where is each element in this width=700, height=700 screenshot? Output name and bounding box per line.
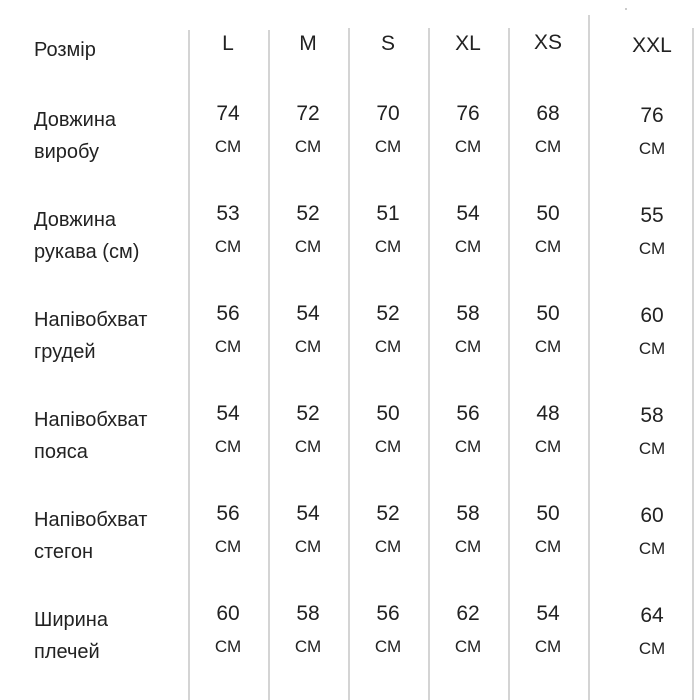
cell-xs: [508, 102, 588, 159]
measurement-unit: СМ: [214, 337, 242, 356]
size-header-xl: XL: [455, 32, 481, 55]
header-label: Розмір: [34, 39, 96, 61]
column-divider: [588, 15, 590, 700]
cell-xs: [508, 502, 588, 559]
row-label: [34, 604, 108, 668]
cell-xs: [508, 302, 588, 359]
measurement-unit: СМ: [454, 237, 482, 256]
measurement-unit: СМ: [454, 637, 482, 656]
cell-s: [348, 302, 428, 359]
measurement-unit: СМ: [534, 437, 562, 456]
measurement-unit: СМ: [294, 337, 322, 356]
measurement-unit: СМ: [638, 339, 666, 358]
row-label: [34, 104, 116, 168]
cell-xxl: [612, 504, 692, 561]
measurement-unit: СМ: [638, 639, 666, 658]
measurement-unit: СМ: [454, 137, 482, 156]
cell-xxl: [612, 104, 692, 161]
row-label-line: Напівобхват: [34, 309, 148, 331]
row-label: [34, 304, 147, 368]
measurement-unit: СМ: [638, 539, 666, 558]
row-label-line: Напівобхват: [34, 509, 148, 531]
row-label-line: стегон: [34, 541, 94, 563]
measurement-unit: СМ: [374, 137, 402, 156]
measurement-unit: СМ: [454, 537, 482, 556]
measurement-unit: СМ: [294, 537, 322, 556]
row-label-line: Довжина: [34, 209, 117, 231]
cell-s: [348, 202, 428, 259]
cell-l: [188, 302, 268, 359]
measurement-unit: СМ: [638, 139, 666, 158]
cell-xs: [508, 402, 588, 459]
cell-xxl: [612, 304, 692, 361]
cell-l: [188, 402, 268, 459]
measurement-value: 50: [536, 302, 560, 325]
measurement-value: 56: [376, 602, 400, 625]
measurement-value: 68: [536, 102, 560, 125]
measurement-unit: СМ: [534, 137, 562, 156]
speck: [625, 8, 627, 10]
measurement-value: 56: [456, 402, 480, 425]
measurement-value: 60: [640, 304, 664, 327]
measurement-unit: СМ: [294, 437, 322, 456]
row-label: [34, 404, 147, 468]
measurement-unit: СМ: [374, 537, 402, 556]
cell-m: [268, 102, 348, 159]
measurement-value: 51: [376, 202, 400, 225]
measurement-value: 60: [216, 602, 240, 625]
measurement-unit: СМ: [374, 337, 402, 356]
measurement-value: 58: [456, 302, 480, 325]
cell-xs: [508, 202, 588, 259]
measurement-value: 70: [376, 102, 400, 125]
cell-m: [268, 602, 348, 659]
measurement-unit: СМ: [534, 237, 562, 256]
measurement-value: 50: [536, 202, 560, 225]
measurement-value: 52: [376, 302, 400, 325]
size-header-s: S: [380, 32, 395, 55]
measurement-value: 54: [296, 302, 320, 325]
cell-l: [188, 502, 268, 559]
cell-l: [188, 602, 268, 659]
measurement-unit: СМ: [214, 237, 242, 256]
row-label-line: пояса: [34, 441, 88, 463]
measurement-unit: СМ: [454, 437, 482, 456]
measurement-value: 50: [376, 402, 400, 425]
row-label-line: грудей: [34, 341, 96, 363]
row-label-line: Напівобхват: [34, 409, 148, 431]
cell-m: [268, 202, 348, 259]
row-label-line: плечей: [34, 641, 100, 663]
measurement-value: 55: [640, 204, 664, 227]
cell-s: [348, 402, 428, 459]
measurement-value: 54: [536, 602, 560, 625]
measurement-value: 53: [216, 202, 240, 225]
measurement-value: 54: [216, 402, 240, 425]
cell-xl: [428, 302, 508, 359]
size-header-xs: XS: [533, 31, 562, 54]
measurement-value: 56: [216, 502, 240, 525]
row-label-line: Ширина: [34, 609, 108, 631]
size-header-m: M: [299, 32, 317, 55]
row-label-line: виробу: [34, 141, 100, 163]
measurement-value: 72: [296, 102, 320, 125]
measurement-unit: СМ: [214, 637, 242, 656]
measurement-unit: СМ: [534, 537, 562, 556]
row-label: [34, 204, 139, 268]
measurement-unit: СМ: [534, 637, 562, 656]
measurement-value: 52: [376, 502, 400, 525]
measurement-value: 76: [640, 104, 664, 127]
cell-xl: [428, 402, 508, 459]
cell-xl: [428, 502, 508, 559]
measurement-unit: СМ: [294, 137, 322, 156]
size-header-xxl: XXL: [632, 34, 672, 57]
measurement-value: 58: [456, 502, 480, 525]
measurement-value: 60: [640, 504, 664, 527]
measurement-unit: СМ: [638, 439, 666, 458]
cell-xl: [428, 102, 508, 159]
measurement-unit: СМ: [294, 237, 322, 256]
measurement-value: 52: [296, 202, 320, 225]
measurement-unit: СМ: [534, 337, 562, 356]
cell-xl: [428, 202, 508, 259]
cell-xs: [508, 602, 588, 659]
measurement-unit: СМ: [454, 337, 482, 356]
measurement-unit: СМ: [214, 137, 242, 156]
measurement-value: 62: [456, 602, 480, 625]
cell-xxl: [612, 404, 692, 461]
row-label-line: Довжина: [34, 109, 117, 131]
measurement-value: 74: [216, 102, 240, 125]
cell-s: [348, 102, 428, 159]
measurement-value: 48: [536, 402, 560, 425]
measurement-unit: СМ: [374, 437, 402, 456]
measurement-value: 54: [296, 502, 320, 525]
cell-l: [188, 202, 268, 259]
measurement-value: 58: [296, 602, 320, 625]
cell-s: [348, 602, 428, 659]
measurement-unit: СМ: [214, 537, 242, 556]
measurement-value: 50: [536, 502, 560, 525]
cell-xxl: [612, 204, 692, 261]
cell-xl: [428, 602, 508, 659]
cell-xxl: [612, 604, 692, 661]
cell-s: [348, 502, 428, 559]
cell-m: [268, 502, 348, 559]
measurement-value: 76: [456, 102, 480, 125]
cell-m: [268, 402, 348, 459]
measurement-unit: СМ: [374, 237, 402, 256]
size-header-l: L: [222, 32, 234, 55]
measurement-unit: СМ: [638, 239, 666, 258]
measurement-value: 54: [456, 202, 480, 225]
row-label-line: рукава (см): [34, 241, 140, 263]
measurement-unit: СМ: [374, 637, 402, 656]
cell-m: [268, 302, 348, 359]
measurement-unit: СМ: [214, 437, 242, 456]
measurement-value: 58: [640, 404, 664, 427]
measurement-value: 52: [296, 402, 320, 425]
measurement-unit: СМ: [294, 637, 322, 656]
measurement-value: 56: [216, 302, 240, 325]
column-divider: [692, 28, 694, 700]
row-label: [34, 504, 147, 568]
measurement-value: 64: [640, 604, 664, 627]
cell-l: [188, 102, 268, 159]
